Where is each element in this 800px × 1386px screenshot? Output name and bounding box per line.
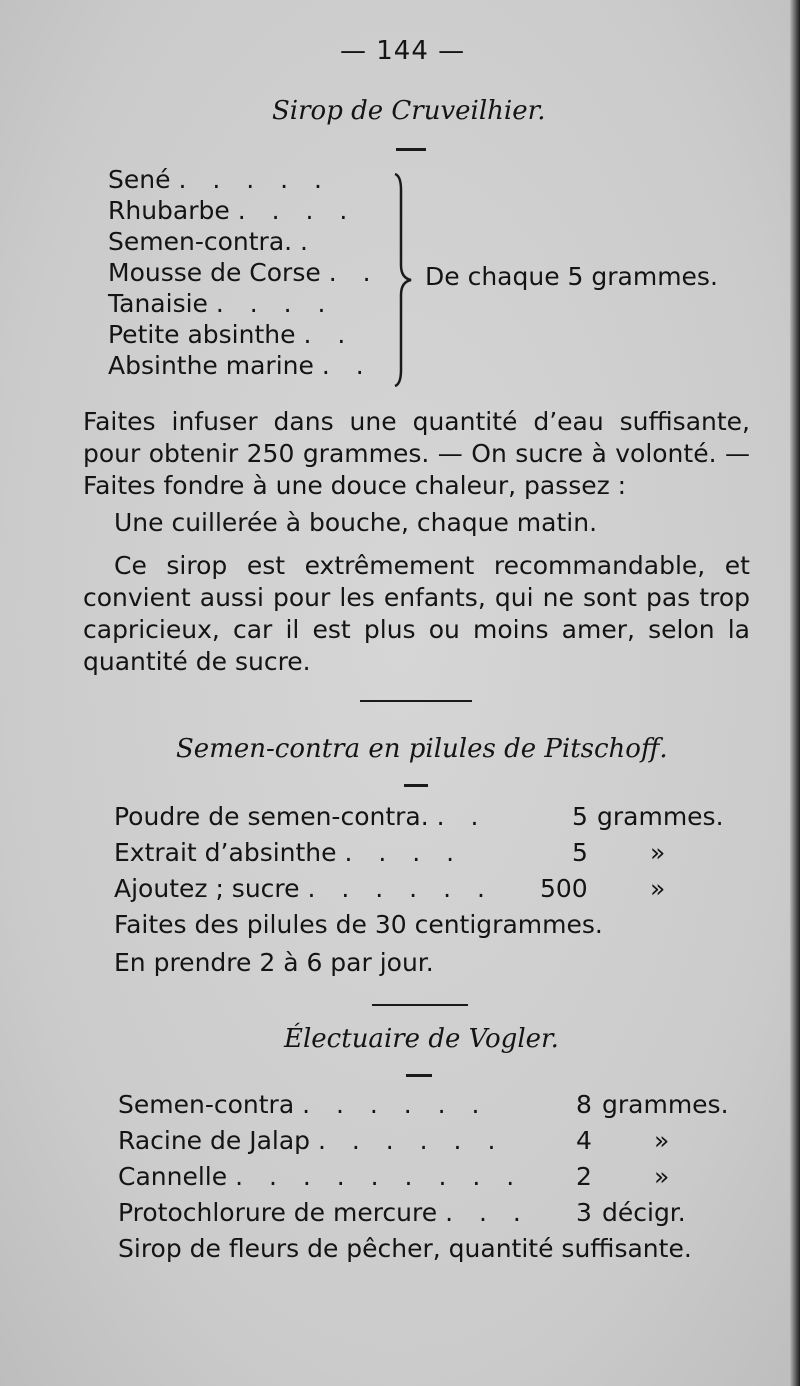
recipe-item-unit: » — [650, 838, 666, 867]
recipe-item-unit: décigr. — [602, 1198, 686, 1227]
recipe-item-qty: 500 — [540, 874, 588, 903]
recipe-item-unit: grammes. — [602, 1090, 729, 1119]
recipe-item-unit: » — [650, 874, 666, 903]
recipe-item-qty: 4 — [576, 1126, 592, 1155]
section-divider — [372, 1004, 468, 1006]
section1-title: Sirop de Cruveilhier. — [272, 96, 546, 126]
section2-title: Semen-contra en pilules de Pitschoff. — [176, 734, 668, 764]
page-number: — 144 — — [340, 36, 466, 66]
ingredient-list — [108, 164, 380, 381]
instruction-line: En prendre 2 à 6 par jour. — [114, 948, 434, 977]
recipe-item-qty: 8 — [576, 1090, 592, 1119]
recipe-item-name: Ajoutez ; sucre . . . . . . — [114, 874, 494, 903]
ingredient-row: Petite absinthe . . — [108, 320, 355, 349]
section3-title: Électuaire de Vogler. — [284, 1024, 559, 1054]
recipe-item-qty: 5 — [572, 802, 588, 831]
recipe-item-name: Extrait d’absinthe . . . . — [114, 838, 464, 867]
title-dash — [404, 784, 428, 787]
recipe-item-qty: 3 — [576, 1198, 592, 1227]
ingredient-row: Rhubarbe . . . . — [108, 196, 357, 225]
brace-label: De chaque 5 grammes. — [425, 262, 718, 291]
brace-icon — [391, 170, 417, 390]
ingredient-row: Sené . . . . . — [108, 165, 331, 194]
recipe-item-name: Racine de Jalap . . . . . . — [118, 1126, 505, 1155]
ingredient-row: Tanaisie . . . . — [108, 289, 335, 318]
paragraph: Ce sirop est extrêmement recommandable, et convient aussi pour les enfants, qui ne sont pas trop capricieux, car il est plus ou moins amer, selon la quantité de sucre. — [83, 551, 750, 676]
recipe-item-unit: grammes. — [597, 802, 724, 831]
recipe-item-name: Cannelle . . . . . . . . . — [118, 1162, 524, 1191]
dose-line: Une cuillerée à bouche, chaque matin. — [114, 508, 598, 537]
recipe-item-name: Semen-contra . . . . . . — [118, 1090, 489, 1119]
ingredient-row: Semen-contra. . — [108, 227, 317, 256]
ingredient-row: Mousse de Corse . . — [108, 258, 380, 287]
recipe-item-unit: » — [654, 1126, 670, 1155]
footer-line: Sirop de fleurs de pêcher, quantité suffisante. — [118, 1234, 692, 1263]
page-edge-shadow — [790, 0, 800, 1386]
recipe-item-qty: 5 — [572, 838, 588, 867]
recipe-item-unit: » — [654, 1162, 670, 1191]
title-dash — [396, 148, 426, 151]
recipe-item-qty: 2 — [576, 1162, 592, 1191]
instruction-line: Faites des pilules de 30 centigrammes. — [114, 910, 603, 939]
paragraph: Faites infuser dans une quantité d’eau suffisante, pour obtenir 250 grammes. — On sucre à volonté. — Faites fondre à une douce chaleur, passez : — [83, 407, 750, 500]
title-dash — [406, 1074, 432, 1077]
recipe-item-name: Protochlorure de mercure . . . — [118, 1198, 530, 1227]
section-divider — [360, 700, 472, 702]
recipe-item-name: Poudre de semen-contra. . . — [114, 802, 488, 831]
ingredient-row: Absinthe marine . . — [108, 351, 373, 380]
